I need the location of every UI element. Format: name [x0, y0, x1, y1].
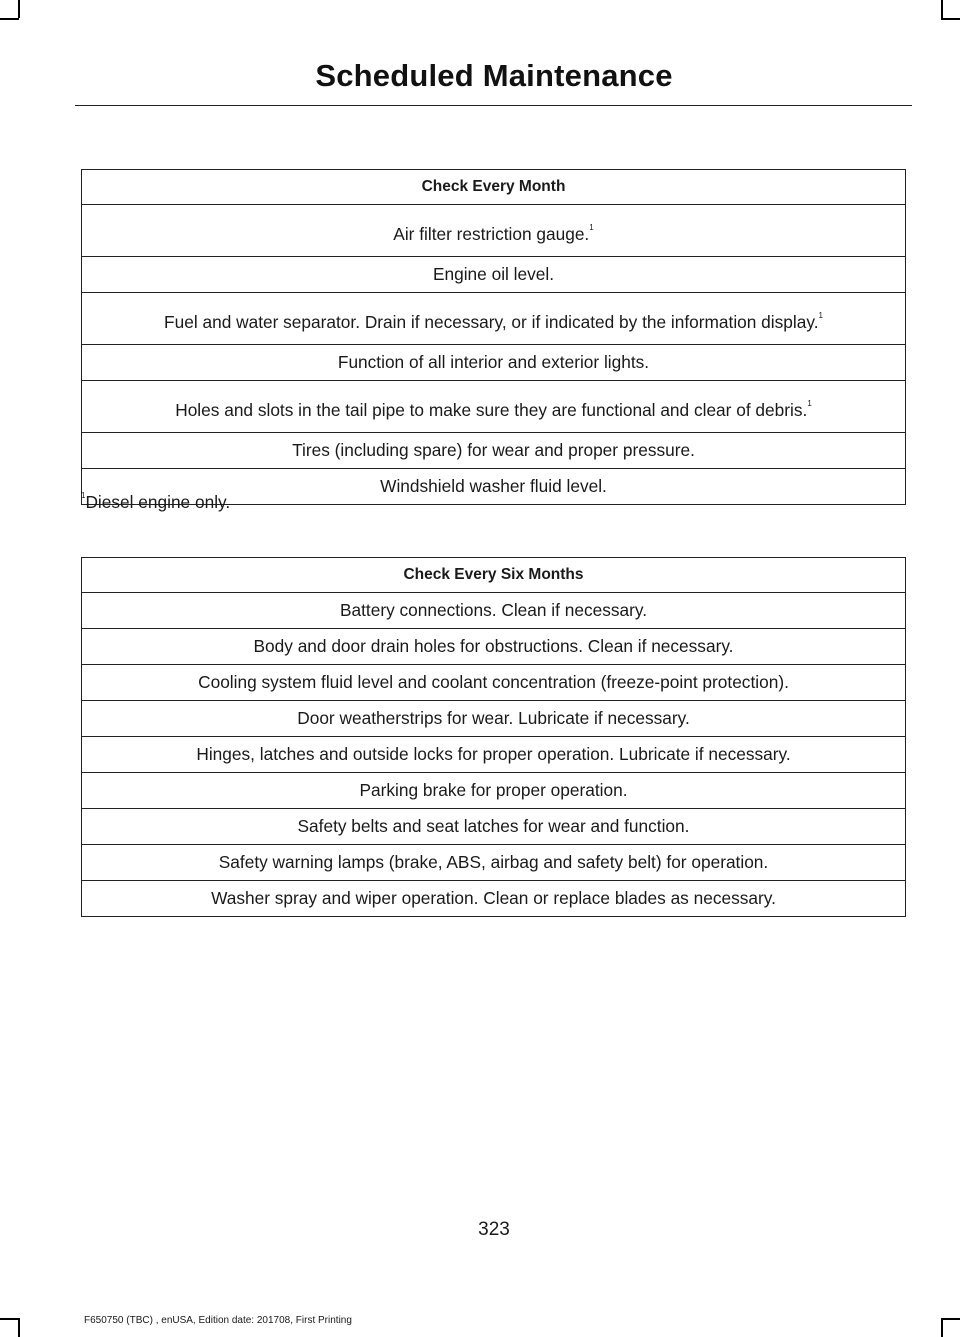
table-row — [82, 205, 906, 257]
page-title: Scheduled Maintenance — [315, 58, 673, 93]
footnote-ref: 1 — [807, 399, 812, 409]
table-row — [82, 773, 906, 809]
table-cell: Safety belts and seat latches for wear and function. — [82, 809, 906, 845]
table-cell: Tires (including spare) for wear and proper pressure. — [82, 433, 906, 469]
table-row — [82, 257, 906, 293]
table-row — [82, 293, 906, 345]
table-heading: Check Every Month — [82, 170, 906, 205]
table-row — [82, 845, 906, 881]
table-row — [82, 665, 906, 701]
crop-mark — [941, 1318, 943, 1337]
table-row — [82, 737, 906, 773]
table-cell: Battery connections. Clean if necessary. — [82, 593, 906, 629]
table-cell: Safety warning lamps (brake, ABS, airbag and safety belt) for operation. — [82, 845, 906, 881]
table-cell: Fuel and water separator. Drain if necessary, or if indicated by the information display.$^1$ — [82, 293, 906, 345]
table-cell: Body and door drain holes for obstructions. Clean if necessary. — [82, 629, 906, 665]
edition-info: F650750 (TBC) , enUSA, Edition date: 201708, First Printing — [84, 1315, 352, 1326]
table-row — [82, 381, 906, 433]
crop-mark — [18, 0, 20, 18]
table-cell: Cooling system fluid level and coolant concentration (freeze-point protection). — [82, 665, 906, 701]
table-row — [82, 701, 906, 737]
footnote-ref: 1 — [589, 223, 594, 233]
table-row — [82, 629, 906, 665]
footnote: $^1$Diesel engine only. — [81, 491, 231, 512]
table-row — [82, 809, 906, 845]
table-row — [82, 881, 906, 917]
crop-mark — [0, 1318, 19, 1320]
footnote-mark: 1 — [81, 491, 86, 501]
table-row — [82, 593, 906, 629]
table-header-row — [82, 170, 906, 205]
table-cell: Holes and slots in the tail pipe to make sure they are functional and clear of debris.$^1$ — [82, 381, 906, 433]
table-cell: Hinges, latches and outside locks for proper operation. Lubricate if necessary. — [82, 737, 906, 773]
table-row — [82, 345, 906, 381]
table-row — [82, 433, 906, 469]
crop-mark — [941, 0, 943, 18]
monthly-check-table — [81, 169, 906, 505]
title-divider — [75, 105, 912, 106]
page-number: 323 — [478, 1219, 510, 1240]
table-cell: Washer spray and wiper operation. Clean or replace blades as necessary. — [82, 881, 906, 917]
crop-mark — [941, 1318, 960, 1320]
crop-mark — [18, 1318, 20, 1337]
crop-mark — [0, 18, 19, 20]
table-cell: Engine oil level. — [82, 257, 906, 293]
table-cell: Door weatherstrips for wear. Lubricate if necessary. — [82, 701, 906, 737]
table-heading: Check Every Six Months — [82, 558, 906, 593]
six-month-check-table — [81, 557, 906, 917]
table-cell: Windshield washer fluid level. — [82, 469, 906, 505]
footnote-ref: 1 — [818, 311, 823, 321]
table-cell: Air filter restriction gauge.$^1$ — [82, 205, 906, 257]
crop-mark — [941, 18, 960, 20]
table-cell: Parking brake for proper operation. — [82, 773, 906, 809]
table-cell: Function of all interior and exterior lights. — [82, 345, 906, 381]
table-header-row — [82, 558, 906, 593]
